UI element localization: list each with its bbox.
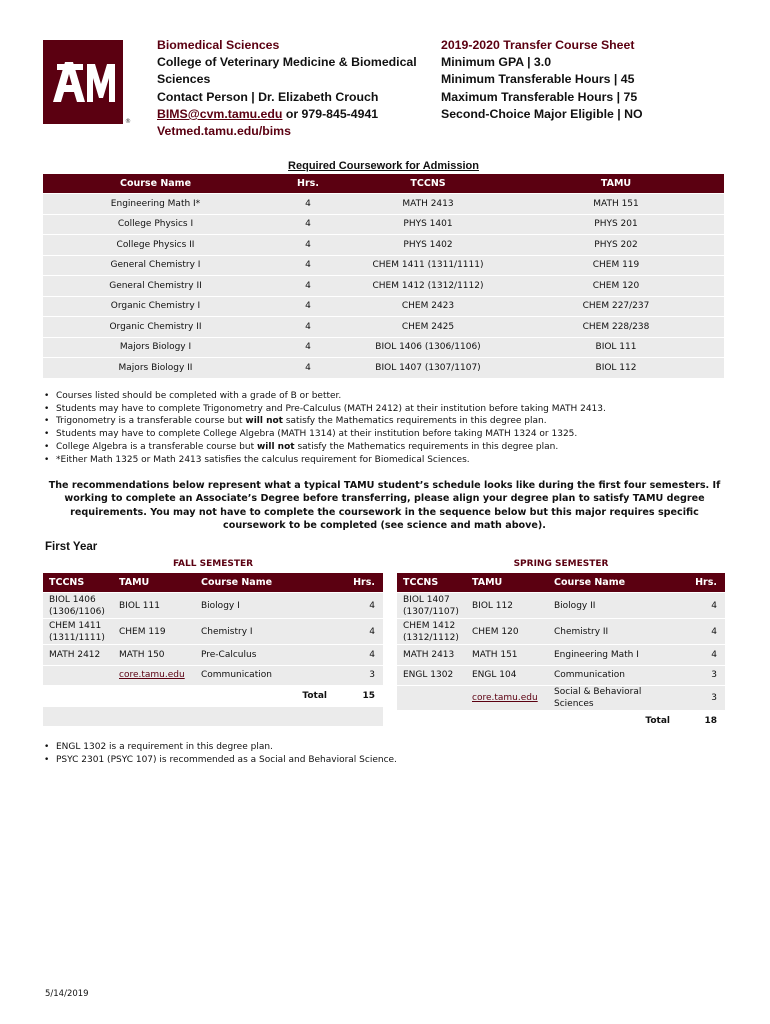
table-row [43,706,383,726]
table-row [397,645,725,666]
table-row [43,194,724,215]
table-cell: 4 [268,194,348,215]
table-cell [43,686,195,707]
required-coursework-title: Required Coursework for Admission [288,160,479,172]
table-cell: 4 [268,317,348,338]
total-label: Total [548,711,678,731]
table-cell: 4 [268,276,348,297]
first-year-heading: First Year [45,541,98,553]
header-contact [157,37,427,140]
table-cell: Communication [548,665,678,686]
core-curriculum-link[interactable]: core.tamu.edu [472,693,538,703]
table-cell: 4 [335,593,383,619]
table-row [43,645,383,666]
table-cell: CHEM 1411 (1311/1111) [43,619,113,645]
table-cell [397,686,466,711]
table-cell: PHYS 1402 [348,235,508,256]
table-cell: General Chemistry I [43,255,268,276]
table-cell: MATH 151 [466,645,548,666]
website-link[interactable]: Vetmed.tamu.edu/bims [157,124,291,139]
email-link[interactable]: BIMS@cvm.tamu.edu [157,106,283,121]
table-cell: BIOL 1407 (1307/1107) [348,358,508,378]
table-cell: 4 [335,619,383,645]
table-row [43,593,383,619]
table-cell: College Physics II [43,235,268,256]
column-header: TCCNS [43,573,113,593]
table-cell: Organic Chemistry II [43,317,268,338]
table-cell: Communication [195,665,335,686]
column-header: TCCNS [397,573,466,593]
minimum-gpa: Minimum GPA | 3.0 [441,55,552,70]
phone-number: or 979-845-4941 [282,106,379,121]
table-cell: Engineering Math I [548,645,678,666]
table-cell: CHEM 120 [466,619,548,645]
total-row [43,686,383,707]
table-cell: MATH 2413 [397,645,466,666]
table-cell: 4 [268,358,348,378]
table-cell: 4 [268,214,348,235]
registered-mark-icon: ® [125,118,131,125]
table-cell: CHEM 2425 [348,317,508,338]
table-row [397,665,725,686]
column-header: TAMU [508,174,724,194]
table-cell [466,686,548,711]
column-header: TAMU [466,573,548,593]
table-cell: Organic Chemistry I [43,296,268,317]
table-cell: 4 [678,619,725,645]
table-cell: Majors Biology II [43,358,268,378]
table-cell: MATH 151 [508,194,724,215]
list-item: • ENGL 1302 is a requirement in this degree plan. [43,741,543,754]
table-cell: Biology II [548,593,678,619]
table-cell: 4 [268,296,348,317]
table-header-row [43,573,383,593]
table-cell: BIOL 112 [508,358,724,378]
core-curriculum-link[interactable]: core.tamu.edu [119,670,185,681]
table-cell: Majors Biology I [43,337,268,358]
spring-semester-table [397,573,725,731]
table-row [43,296,724,317]
table-cell: CHEM 119 [113,619,195,645]
table-row [43,235,724,256]
table-cell: CHEM 1411 (1311/1111) [348,255,508,276]
table-cell: PHYS 202 [508,235,724,256]
column-header: TAMU [113,573,195,593]
schedule-notice: The recommendations below represent what a typical TAMU student’s schedule looks like during the first four semesters. If working to complete an Associate’s Degree before transferring, please align your degree plan to satisfy TAMU degree requirements. You may not have to complete the coursework in the sequence below but this major requires specific coursework to be completed (see science and math above). [48,480,721,531]
column-header: Hrs. [335,573,383,593]
table-row [43,665,383,686]
header-summary [441,37,741,123]
table-row [43,619,383,645]
table-cell: MATH 150 [113,645,195,666]
table-cell: PHYS 201 [508,214,724,235]
table-cell: College Physics I [43,214,268,235]
table-cell: Biology I [195,593,335,619]
table-cell: CHEM 227/237 [508,296,724,317]
table-cell: CHEM 2423 [348,296,508,317]
column-header: Course Name [548,573,678,593]
table-cell: CHEM 119 [508,255,724,276]
list-item: • Students may have to complete College Algebra (MATH 1314) at their institution before taking MATH 1324 or 1325. [43,428,733,441]
first-year-notes [43,741,543,767]
table-row [43,255,724,276]
contact-person: Contact Person | Dr. Elizabeth Crouch [157,89,379,104]
table-cell: 4 [268,255,348,276]
table-cell: BIOL 111 [508,337,724,358]
table-cell: 4 [678,645,725,666]
table-cell: PHYS 1401 [348,214,508,235]
table-cell: BIOL 1406 (1306/1106) [43,593,113,619]
fall-semester-table [43,573,383,726]
table-row [397,593,725,619]
table-cell: CHEM 120 [508,276,724,297]
table-row [397,619,725,645]
table-cell: BIOL 1406 (1306/1106) [348,337,508,358]
table-cell: MATH 2412 [43,645,113,666]
table-cell: 3 [678,665,725,686]
list-item: • Courses listed should be completed with a grade of B or better. [43,390,733,403]
tamu-logo [43,40,123,124]
table-cell: Engineering Math I* [43,194,268,215]
table-cell: 3 [335,665,383,686]
table-cell: Social & Behavioral Sciences [548,686,678,711]
table-cell: CHEM 1412 (1312/1112) [348,276,508,297]
total-hours: 15 [335,686,383,707]
table-row [43,317,724,338]
table-cell: MATH 2413 [348,194,508,215]
coursework-notes [43,390,733,466]
minimum-hours: Minimum Transferable Hours | 45 [441,72,635,87]
table-cell: ENGL 104 [466,665,548,686]
table-header-row [397,573,725,593]
department-name: Biomedical Sciences [157,38,280,52]
list-item: • Students may have to complete Trigonometry and Pre-Calculus (MATH 2412) at their institution before taking MATH 2413. [43,403,733,416]
table-cell: Chemistry II [548,619,678,645]
college-name: College of Veterinary Medicine & Biomedical Sciences [157,55,417,87]
column-header: Course Name [195,573,335,593]
table-cell: 3 [678,686,725,711]
table-cell: Pre-Calculus [195,645,335,666]
table-cell [43,706,383,726]
table-cell [113,665,195,686]
required-coursework-table [43,174,724,378]
column-header: TCCNS [348,174,508,194]
table-cell: 4 [678,593,725,619]
table-cell: General Chemistry II [43,276,268,297]
list-item: • *Either Math 1325 or Math 2413 satisfies the calculus requirement for Biomedical Sciences. [43,454,733,467]
table-cell: CHEM 1412 (1312/1112) [397,619,466,645]
table-row [397,686,725,711]
table-header-row [43,174,724,194]
table-cell: CHEM 228/238 [508,317,724,338]
total-label: Total [195,686,335,707]
sheet-title: 2019-2020 Transfer Course Sheet [441,38,635,52]
list-item: • College Algebra is a transferable course but will not satisfy the Mathematics requirements in this degree plan. [43,441,733,454]
table-cell: 4 [335,645,383,666]
fall-semester-label: FALL SEMESTER [172,559,254,569]
table-cell [43,665,113,686]
second-choice-eligibility: Second-Choice Major Eligible | NO [441,106,643,121]
table-cell: ENGL 1302 [397,665,466,686]
total-hours: 18 [678,711,725,731]
table-cell [397,711,548,731]
table-cell: 4 [268,337,348,358]
table-cell: 4 [268,235,348,256]
table-cell: Chemistry I [195,619,335,645]
column-header: Hrs. [678,573,725,593]
table-row [43,276,724,297]
list-item: • PSYC 2301 (PSYC 107) is recommended as a Social and Behavioral Science. [43,754,543,767]
table-cell: BIOL 1407 (1307/1107) [397,593,466,619]
document-date: 5/14/2019 [45,989,89,999]
spring-semester-label: SPRING SEMESTER [513,559,609,569]
table-row [43,358,724,378]
column-header: Course Name [43,174,268,194]
total-row [397,711,725,731]
table-cell: BIOL 112 [466,593,548,619]
maximum-hours: Maximum Transferable Hours | 75 [441,89,638,104]
column-header: Hrs. [268,174,348,194]
list-item: • Trigonometry is a transferable course but will not satisfy the Mathematics requirements in this degree plan. [43,415,733,428]
table-row [43,337,724,358]
table-row [43,214,724,235]
table-cell: BIOL 111 [113,593,195,619]
